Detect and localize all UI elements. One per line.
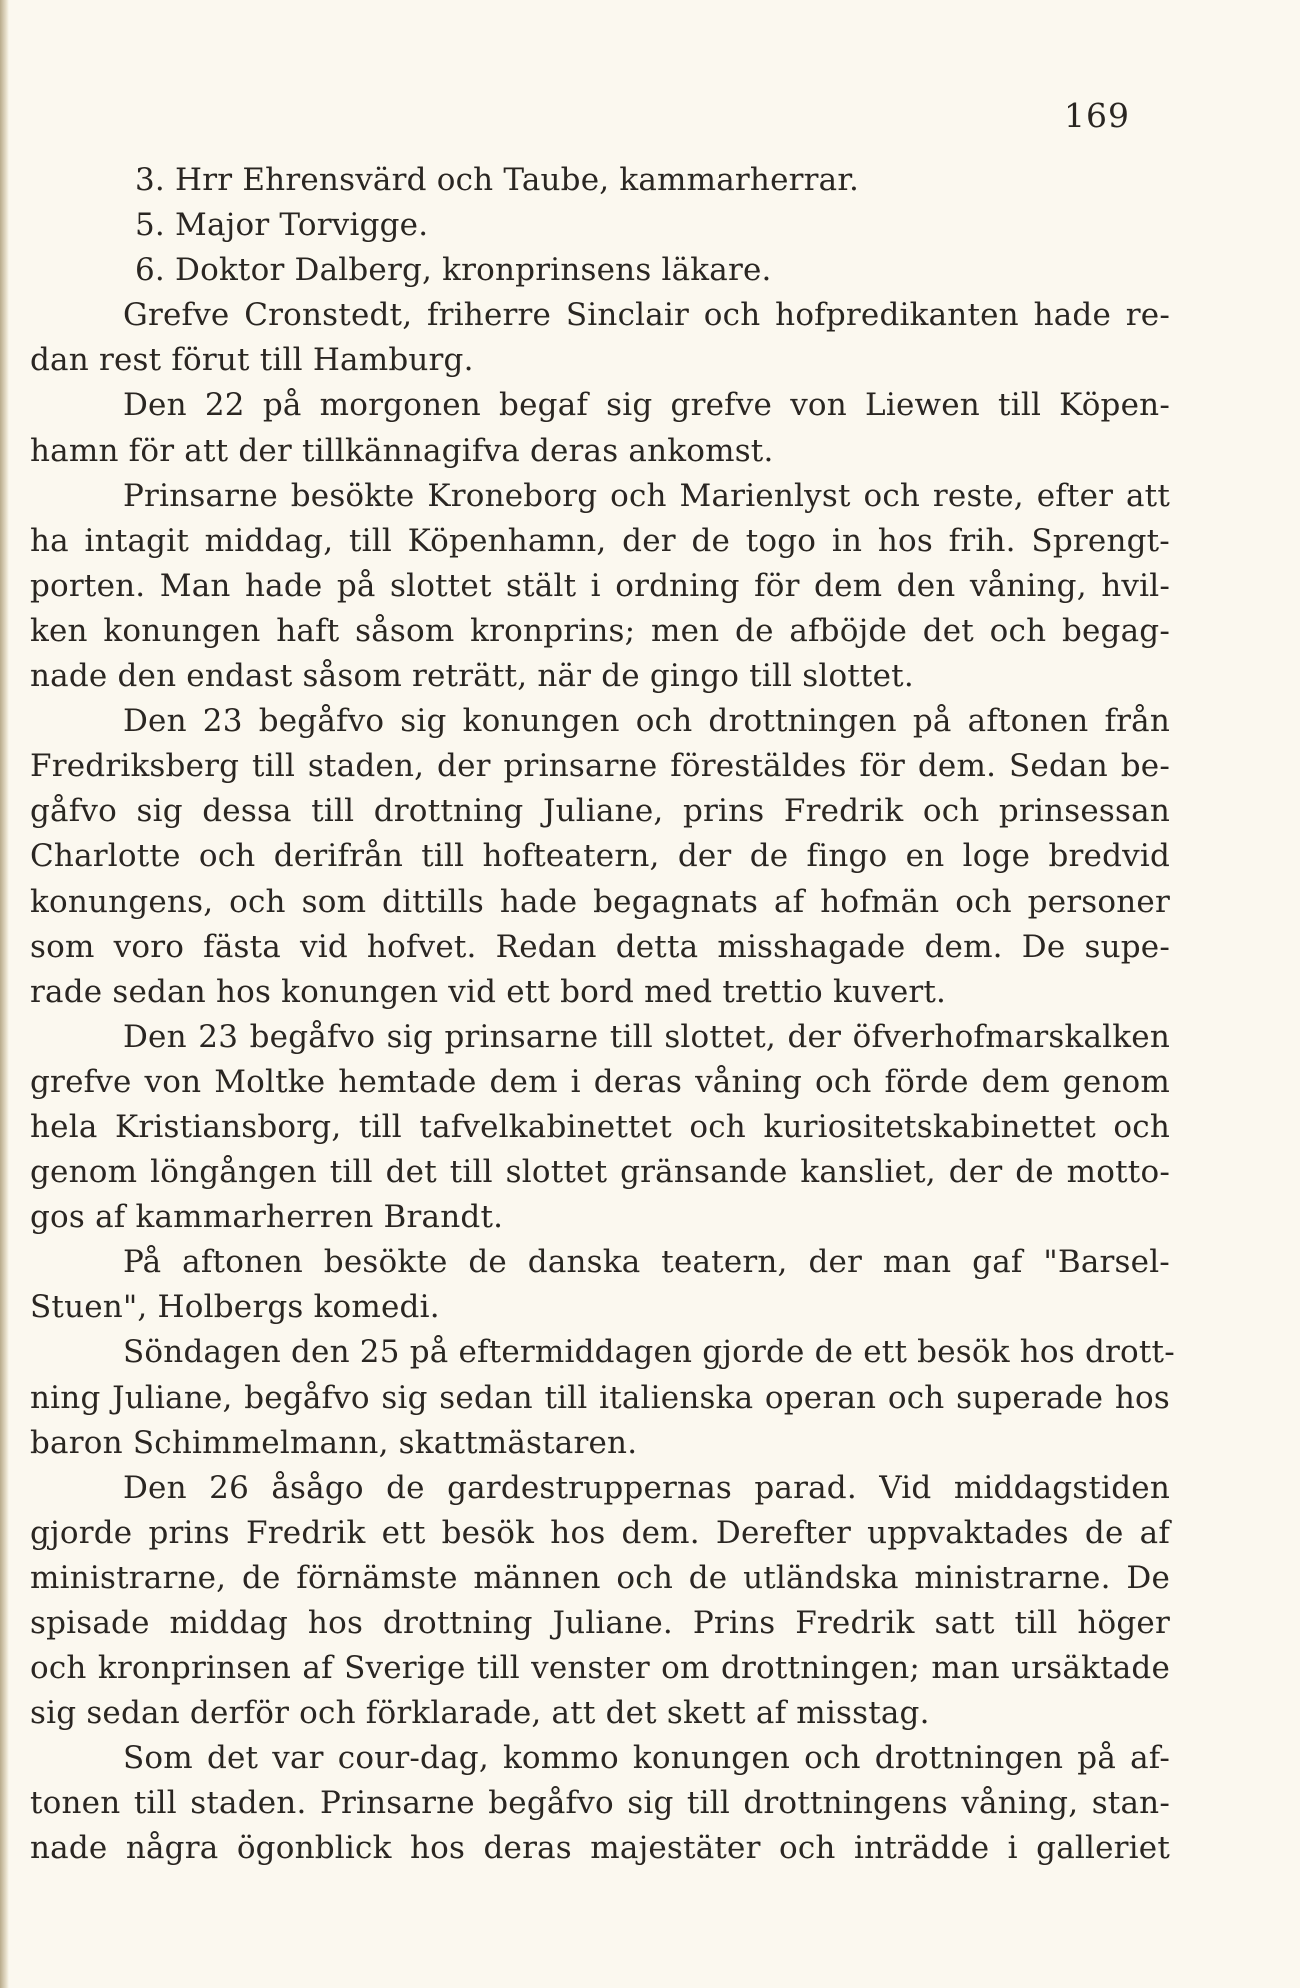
text-line: 3. Hrr Ehrensvärd och Taube, kammarherrar.	[135, 162, 860, 198]
text-line: som voro fästa vid hofvet. Redan detta misshagade dem. De supe-	[30, 928, 1170, 965]
text-line: ning Juliane, begåfvo sig sedan till italienska operan och superade hos	[30, 1379, 1170, 1416]
text-line: gåfvo sig dessa till drottning Juliane, prins Fredrik och prinsessan	[30, 793, 1170, 830]
page-edge	[0, 0, 9, 1988]
text-line: genom löngången till det till slottet gränsande kansliet, der de motto-	[30, 1154, 1170, 1191]
text-line: sig sedan derför och förklarade, att det skett af misstag.	[30, 1695, 930, 1732]
text-line: Den 23 begåfvo sig konungen och drottningen på aftonen från	[123, 703, 1170, 740]
text-line: På aftonen besökte de danska teatern, der man gaf "Barsel-	[123, 1244, 1170, 1281]
text-line: nade den endast såsom reträtt, när de gingo till slottet.	[30, 658, 914, 695]
text-line: hamn för att der tillkännagifva deras ankomst.	[30, 432, 774, 469]
text-line: Söndagen den 25 på eftermiddagen gjorde de ett besök hos drott-	[123, 1334, 1175, 1371]
text-line: Charlotte och derifrån till hofteatern, der de fingo en loge bredvid	[30, 838, 1170, 875]
text-line: 5. Major Torvigge.	[135, 207, 429, 244]
text-line: dan rest förut till Hamburg.	[30, 342, 474, 379]
text-line: porten. Man hade på slottet stält i ordning för dem den våning, hvil-	[30, 567, 1170, 604]
text-line: rade sedan hos konungen vid ett bord med trettio kuvert.	[30, 973, 947, 1010]
text-line: Stuen", Holbergs komedi.	[30, 1289, 440, 1326]
text-block	[30, 158, 1175, 1872]
text-line: Den 23 begåfvo sig prinsarne till slottet, der öfverhofmarskalken	[123, 1018, 1170, 1055]
text-line: och kronprinsen af Sverige till venster om drottningen; man ursäktade	[30, 1650, 1170, 1687]
text-line: hela Kristiansborg, till tafvelkabinettet och kuriositetskabinettet och	[30, 1108, 1170, 1145]
text-line: gos af kammarherren Brandt.	[30, 1199, 504, 1236]
text-line: grefve von Moltke hemtade dem i deras våning och förde dem genom	[30, 1063, 1170, 1100]
text-line: ministrarne, de förnämste männen och de utländska ministrarne. De	[30, 1559, 1170, 1596]
text-line: spisade middag hos drottning Juliane. Prins Fredrik satt till höger	[30, 1605, 1170, 1641]
text-line: Grefve Cronstedt, friherre Sinclair och hofpredikanten hade re-	[123, 297, 1170, 334]
text-line: nade några ögonblick hos deras majestäter och inträdde i galleriet	[30, 1830, 1170, 1867]
text-line: konungens, och som dittills hade begagnats af hofmän och personer	[30, 883, 1170, 920]
text-line: baron Schimmelmann, skattmästaren.	[30, 1424, 638, 1461]
text-line: Den 22 på morgonen begaf sig grefve von Liewen till Köpen-	[123, 387, 1170, 424]
text-line: gjorde prins Fredrik ett besök hos dem. Derefter uppvaktades de af	[30, 1514, 1170, 1551]
text-line: Som det var cour-dag, kommo konungen och drottningen på af-	[123, 1740, 1170, 1777]
text-line: Den 26 åsågo de gardestruppernas parad. Vid middagstiden	[123, 1469, 1170, 1506]
text-line: ha intagit middag, till Köpenhamn, der de togo in hos frih. Sprengt-	[30, 522, 1170, 559]
text-line: Prinsarne besökte Kroneborg och Marienlyst och reste, efter att	[123, 477, 1170, 514]
text-line: ken konungen haft såsom kronprins; men de afböjde det och begag-	[30, 612, 1170, 649]
page-number: 169	[1064, 96, 1130, 135]
text-line: tonen till staden. Prinsarne begåfvo sig till drottningens våning, stan-	[30, 1785, 1170, 1822]
text-line: 6. Doktor Dalberg, kronprinsens läkare.	[135, 252, 772, 289]
text-line: Fredriksberg till staden, der prinsarne förestäldes för dem. Sedan be-	[30, 748, 1170, 785]
